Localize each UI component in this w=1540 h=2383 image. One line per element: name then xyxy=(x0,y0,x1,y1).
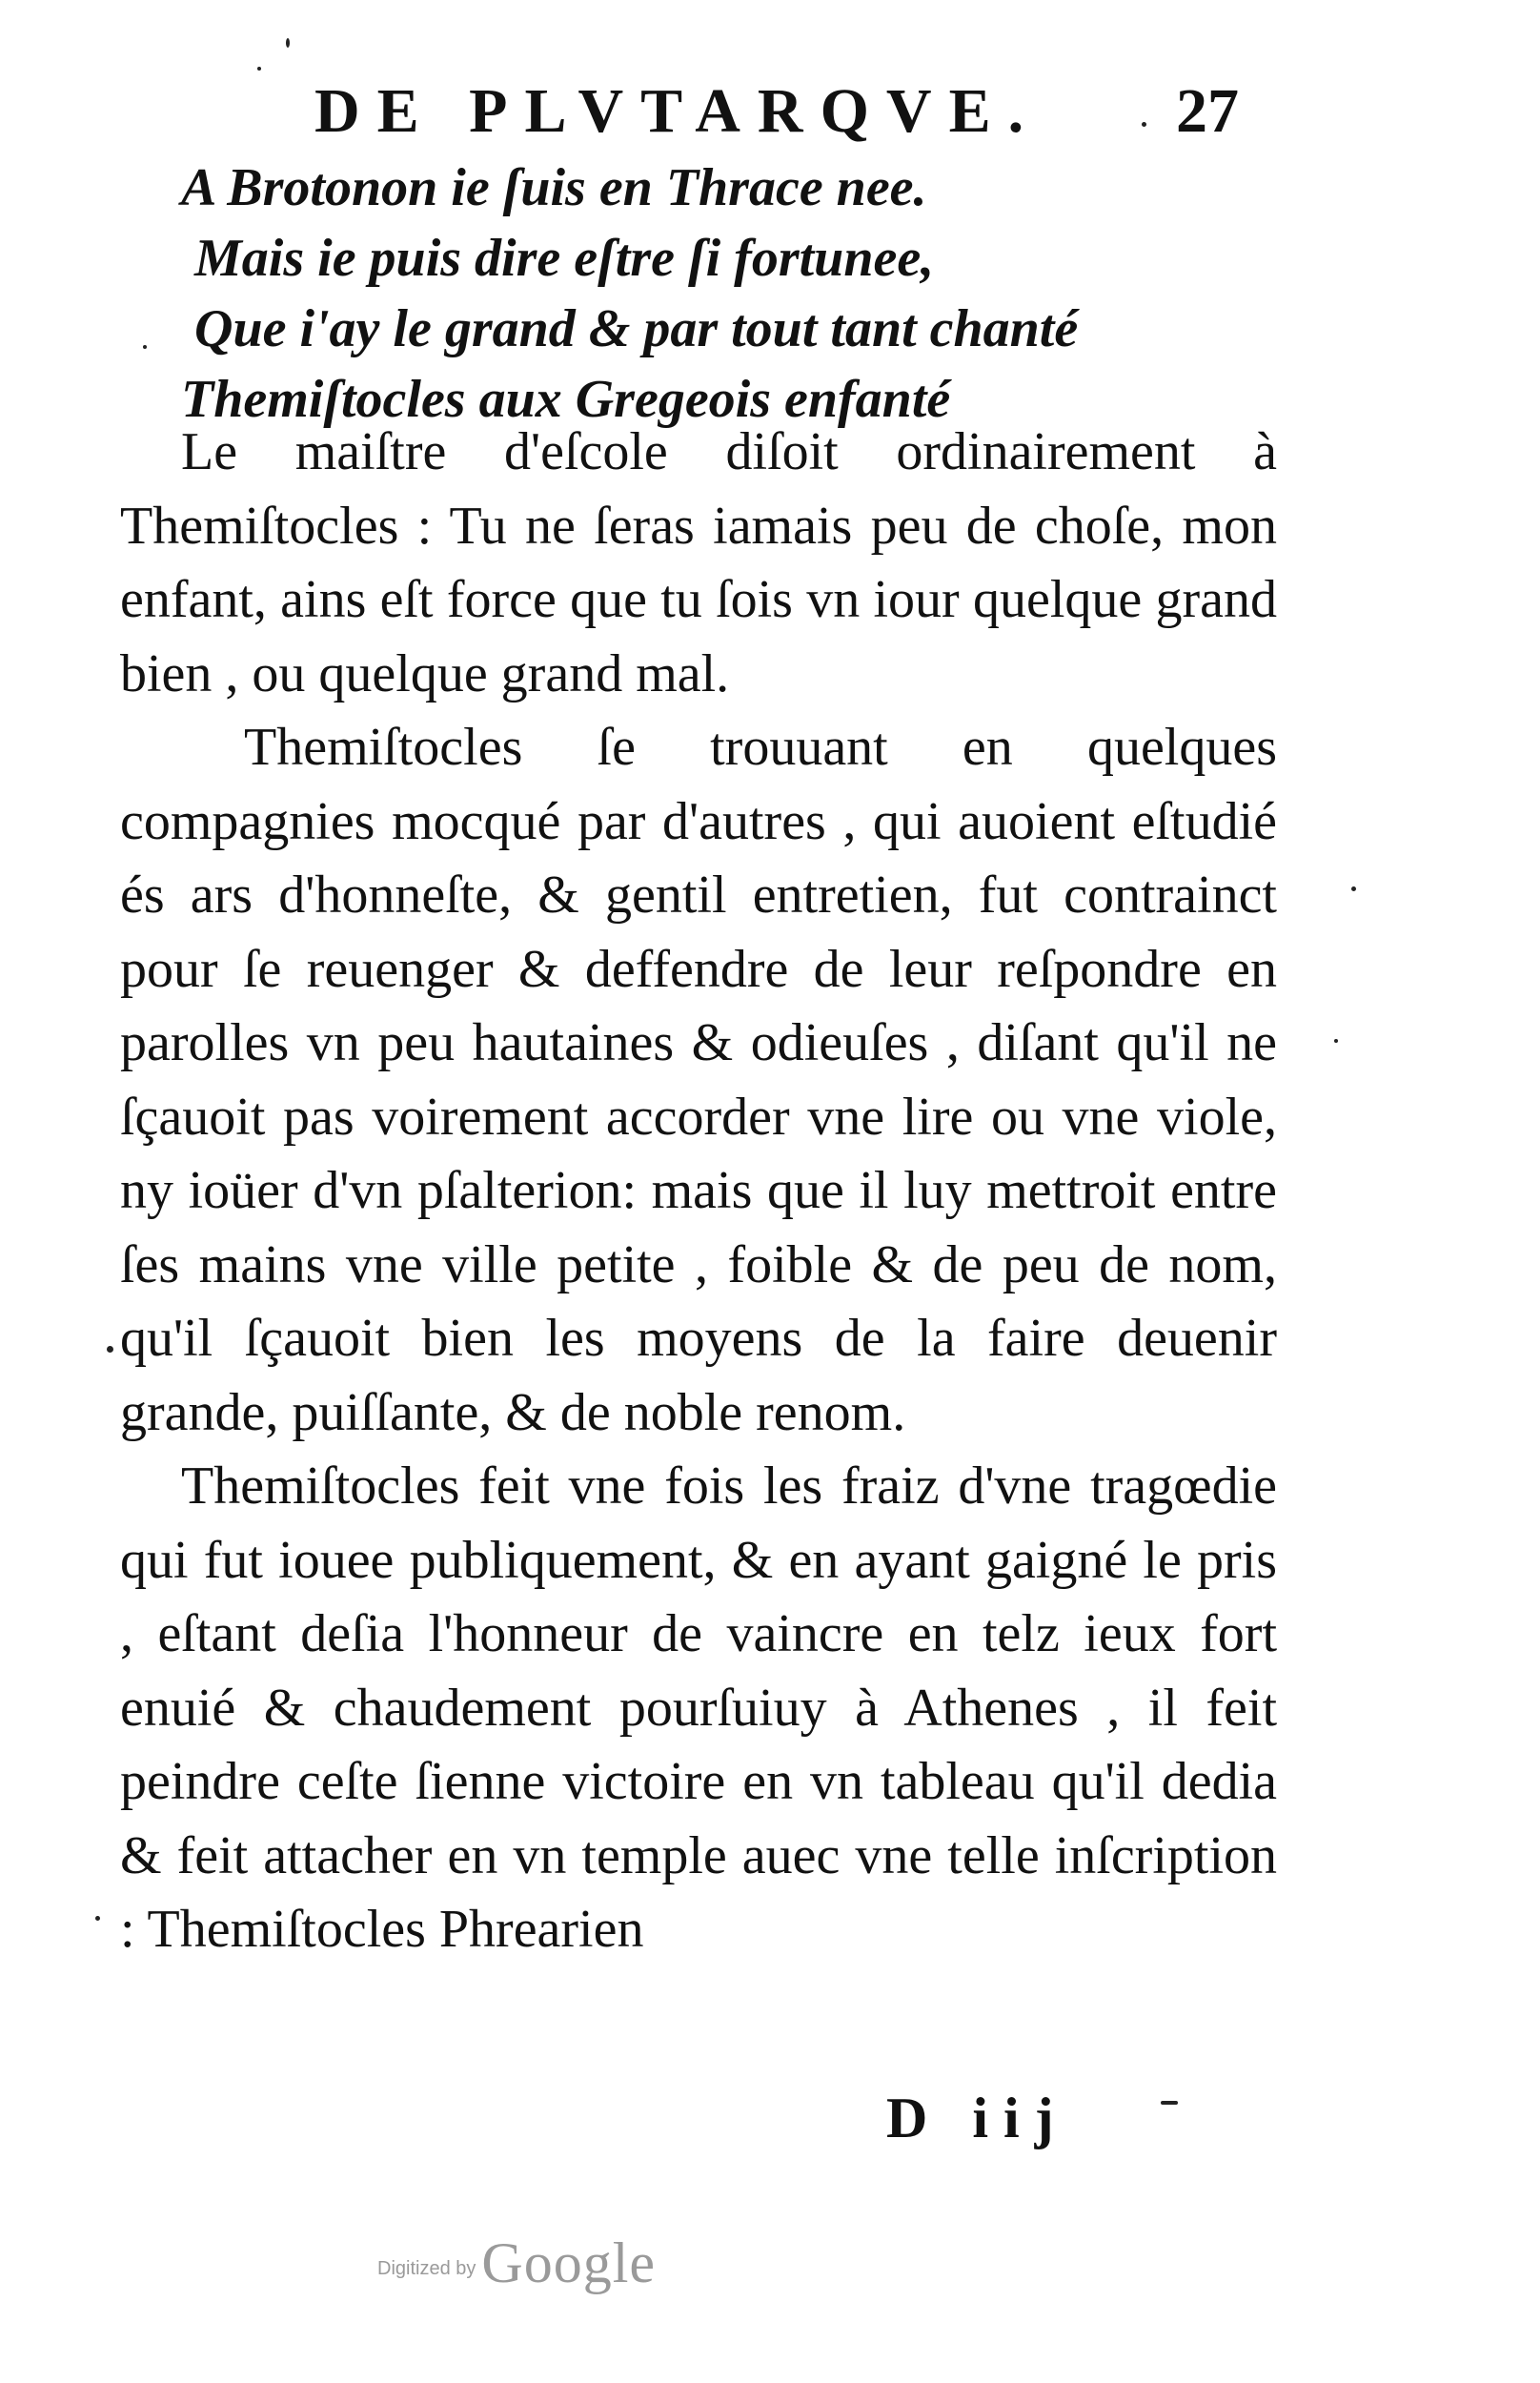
paragraph-schoolmaster: Le maiſtre d'eſcole diſoit ordinairement à Themiſtocles : Tu ne ſeras iamais peu de choſe, mon enfant, ains eſt force que tu ſois vn iour quelque grand bien , ou quelque grand mal. xyxy=(120,422,1277,703)
running-title: DE PLVTARQVE. xyxy=(314,76,1042,146)
google-logo: Google xyxy=(481,2231,657,2294)
verse-line-1: A Brotonon ie ſuis en Thrace nee. xyxy=(181,158,927,217)
signature-mark: D iij xyxy=(886,2087,1069,2149)
verse-epigram xyxy=(181,153,1277,435)
page-header xyxy=(314,69,1258,154)
ink-speck xyxy=(1334,1039,1338,1043)
paragraph-tragedy: Themiſtocles feit vne fois les fraiz d'vne tragœdie qui fut iouee publiquement, & en ayant gaigné le pris , eſtant deſia l'honneur de vaincre en telz ieux fort enuié & chaudement pourſuiuy à Athenes , il feit peindre ceſte ſienne victoire en vn tableau qu'il dedia & feit attacher en vn temple auec vne telle inſcription : Themiſtocles Phrearien xyxy=(120,1456,1277,1959)
body-text xyxy=(120,416,1277,1967)
ink-speck xyxy=(257,67,261,71)
ink-speck xyxy=(286,38,290,48)
verse-line-2: Mais ie puis dire eſtre ſi fortunee, xyxy=(194,229,935,288)
verse-line-4: Themiſtocles aux Gregeois enfanté xyxy=(181,370,951,429)
paragraph-mocked: Themiſtocles ſe trouuant en quelques compagnies mocqué par d'autres , qui auoient eſtudié és ars d'honneſte, & gentil entretien, fut contrainct pour ſe reuenger & deffendre de leur reſpondre en parolles vn peu hautaines & odieuſes , diſant qu'il ne ſçauoit pas voirement accorder vne lire ou vne viole, ny ioüer d'vn pſalterion: mais que il luy mettroit entre ſes mains vne ville petite , foible & de peu de nom, qu'il ſçauoit bien les moyens de la faire deuenir grande, puiſſante, & de noble renom. xyxy=(120,718,1277,1442)
ink-speck xyxy=(1161,2101,1178,2105)
verse-line-3: Que i'ay le grand & par tout tant chanté xyxy=(194,299,1079,358)
ink-speck xyxy=(143,345,147,349)
digitized-by-watermark xyxy=(377,2230,656,2296)
ink-speck xyxy=(1142,122,1146,127)
ink-speck xyxy=(107,1346,113,1353)
digitized-prefix: Digitized by xyxy=(377,2258,476,2279)
ink-speck xyxy=(1351,886,1356,891)
ink-speck xyxy=(95,1916,100,1921)
page-number: 27 xyxy=(1176,76,1239,146)
